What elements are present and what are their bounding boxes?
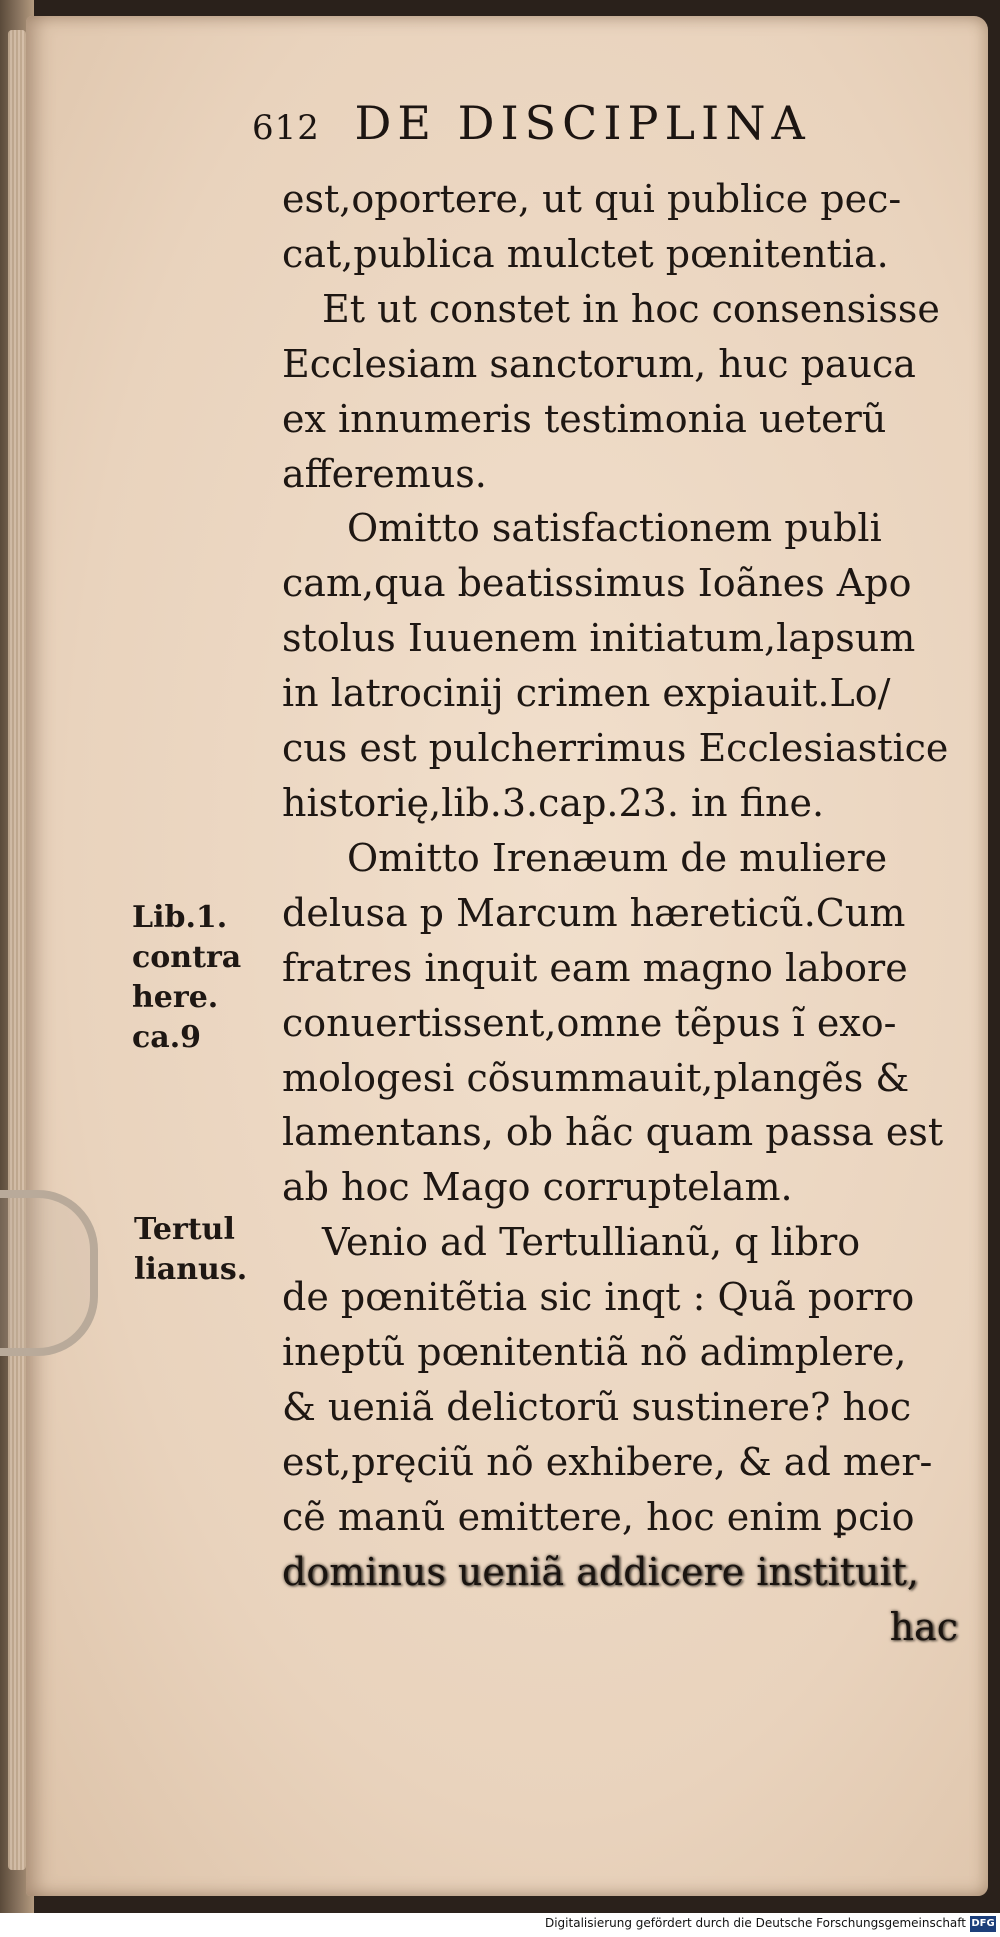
- text-line: Omitto Irenæum de muliere: [347, 835, 888, 880]
- text-line: est,pręciũ nõ exhibere, & ad mer-: [282, 1439, 933, 1484]
- text-line: in latrocinij crimen expiauit.Lo/: [282, 671, 891, 716]
- text-line: dominus ueniã addicere instituit,: [282, 1549, 920, 1594]
- page-header: [252, 96, 972, 174]
- text-line: cus est pulcherrimus Ecclesiastice: [282, 726, 949, 771]
- text-line: cam,qua beatissimus Ioãnes Apo: [282, 561, 912, 606]
- text-line: afferemus.: [282, 451, 487, 496]
- margin-note-line: Lib.1.: [132, 900, 228, 935]
- footer-credit: Digitalisierung gefördert durch die Deutsche Forschungsgemeinschaft: [544, 1916, 966, 1930]
- text-line: fratres inquit eam magno labore: [282, 945, 908, 990]
- page-number: 612: [252, 108, 320, 148]
- margin-note-line: lianus.: [134, 1252, 248, 1287]
- running-title: DE DISCIPLINA: [354, 96, 811, 150]
- body-text: [282, 172, 968, 1654]
- margin-note-irenaeus: [132, 898, 272, 1058]
- text-line: lamentans, ob hãc quam passa est: [282, 1110, 944, 1155]
- dfg-logo: DFG: [970, 1916, 996, 1932]
- text-line: est,oportere, ut qui publice pec-: [282, 177, 902, 221]
- text-line: delusa p Marcum hæreticũ.Cum: [282, 890, 906, 935]
- text-line: stolus Iuuenem initiatum,lapsum: [282, 616, 916, 661]
- text-line: de pœnitẽtia sic inqt : Quã porro: [282, 1275, 915, 1320]
- digitization-footer: [0, 1913, 1000, 1937]
- text-line: Venio ad Tertullianũ, q libro: [322, 1220, 861, 1265]
- text-line: mologesi cõsummauit,plangẽs &: [282, 1055, 910, 1100]
- margin-note-line: ca.9: [132, 1020, 202, 1055]
- page-edges: [8, 30, 26, 1870]
- catchword: hac: [889, 1604, 958, 1649]
- text-line: Ecclesiam sanctorum, huc pauca: [282, 341, 916, 386]
- text-line: ineptũ pœnitentiã nõ adimplere,: [282, 1330, 907, 1375]
- text-line: Et ut constet in hoc consensisse: [322, 286, 940, 331]
- book-clasp: [0, 1190, 98, 1356]
- text-line: ab hoc Mago corruptelam.: [282, 1165, 793, 1210]
- text-line: Omitto satisfactionem publi: [347, 506, 882, 551]
- margin-note-line: here.: [132, 980, 219, 1015]
- margin-note-line: contra: [132, 940, 242, 975]
- margin-note-line: Tertul: [134, 1212, 235, 1247]
- text-line: historię,lib.3.cap.23. in fine.: [282, 780, 825, 825]
- text-line: conuertissent,omne tẽpus ĩ exo-: [282, 1000, 897, 1045]
- margin-note-tertullianus: [134, 1210, 274, 1290]
- text-line: cẽ manũ emittere, hoc enim ꝑcio: [282, 1494, 915, 1539]
- text-line: cat,publica mulctet pœnitentia.: [282, 231, 889, 276]
- text-line: & ueniã delictorũ sustinere? hoc: [282, 1384, 912, 1429]
- text-line: ex innumeris testimonia ueterũ: [282, 396, 887, 441]
